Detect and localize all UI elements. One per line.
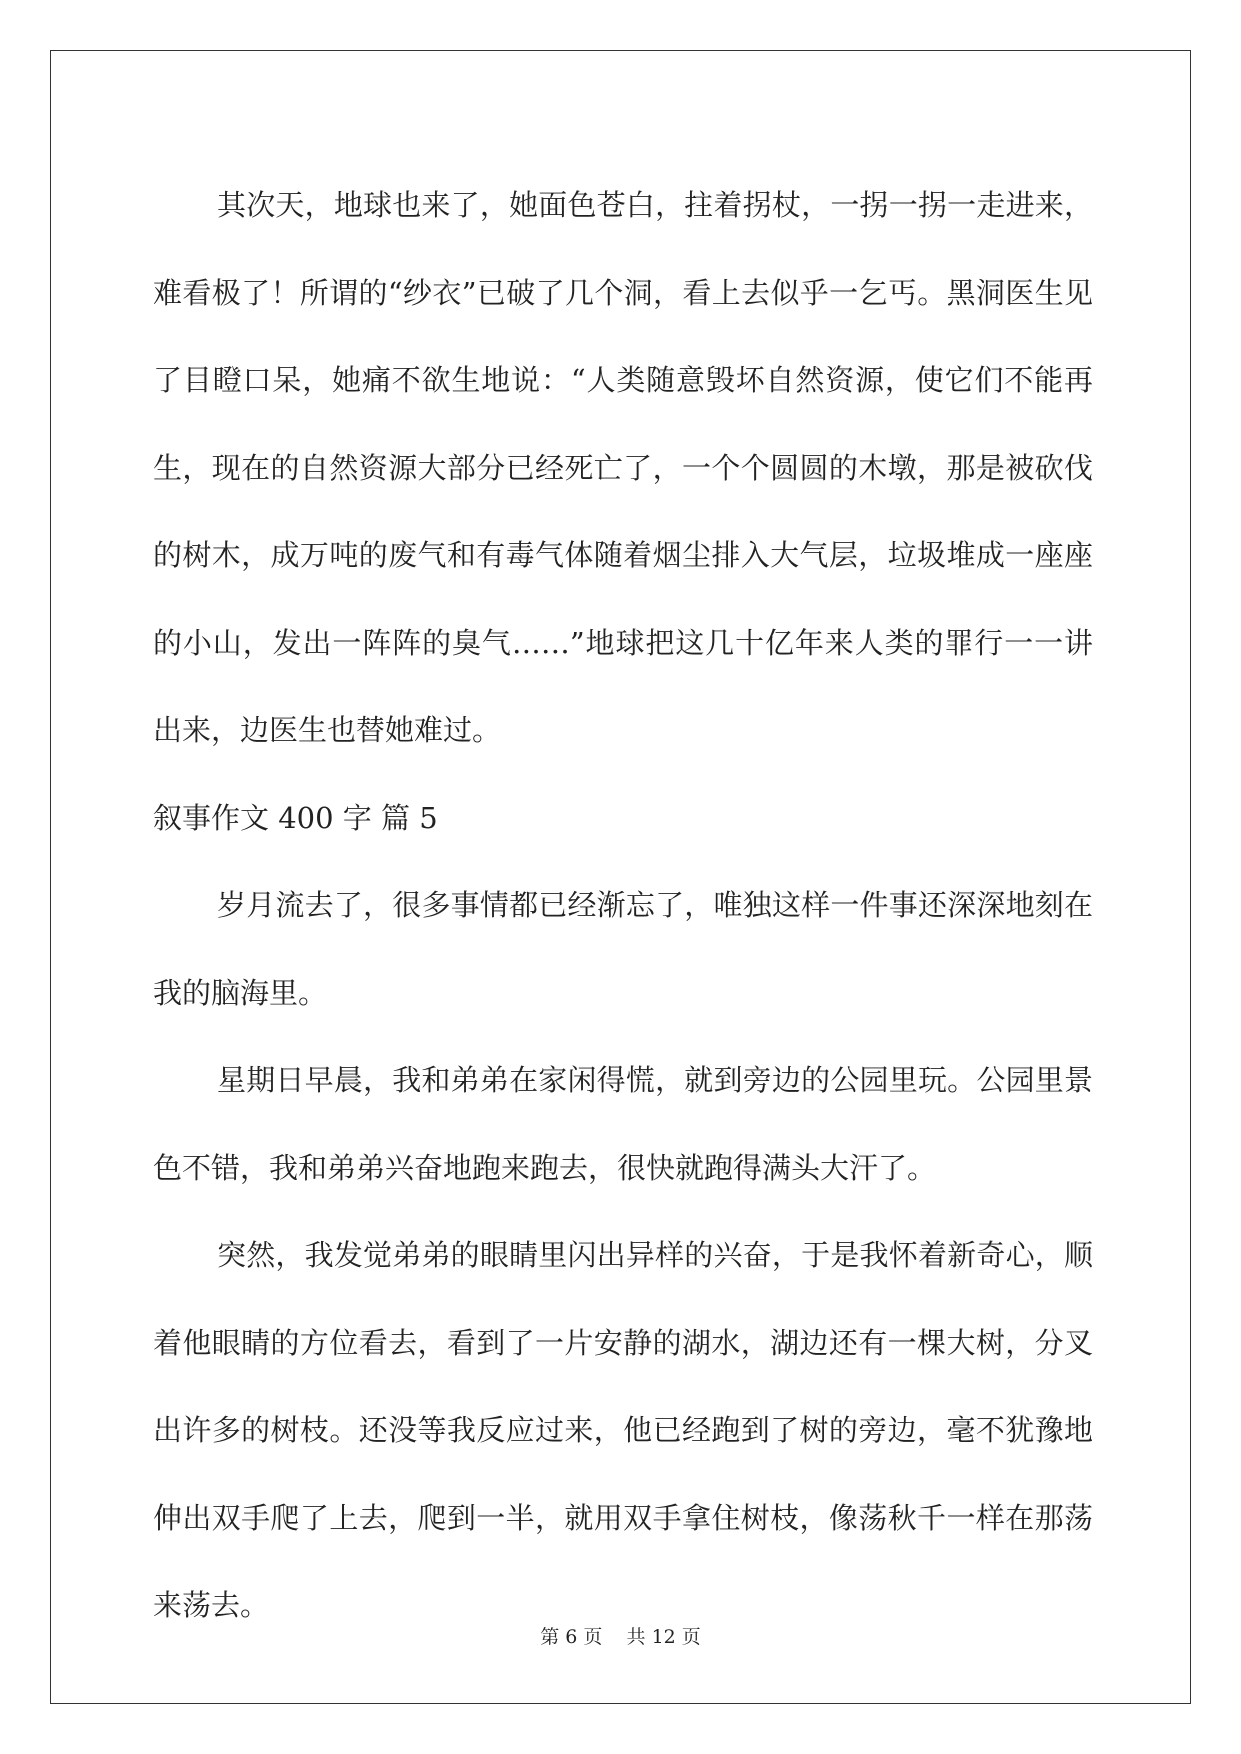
paragraph-sunday: 星期日早晨，我和弟弟在家闲得慌，就到旁边的公园里玩。公园里景色不错，我和弟弟兴奋地跑来跑去，很快就跑得满头大汗了。 — [153, 1063, 1093, 1185]
page-footer — [0, 1622, 1241, 1649]
page-total: 共 12 页 — [626, 1626, 701, 1648]
section-heading: 叙事作文 400 字 篇 5 — [153, 800, 438, 835]
paragraph-earth: 其次天，地球也来了，她面色苍白，拄着拐杖，一拐一拐一走进来，难看极了！所谓的“纱衣”已破了几个洞，看上去似乎一乞丐。黑洞医生见了目瞪口呆，她痛不欲生地说：“人类随意毁坏自然资源，使它们不能再生，现在的自然资源大部分已经死亡了，一个个圆圆的木墩，那是被砍伐的树木，成万吨的废气和有毒气体随着烟尘排入大气层，垃圾堆成一座座的小山，发出一阵阵的臭气……”地球把这几十亿年来人类的罪行一一讲出来，边医生也替她难过。 — [153, 188, 1093, 747]
paragraph-tree: 突然，我发觉弟弟的眼睛里闪出异样的兴奋，于是我怀着新奇心，顺着他眼睛的方位看去，看到了一片安静的湖水，湖边还有一棵大树，分叉出许多的树枝。还没等我反应过来，他已经跑到了树的旁边，毫不犹豫地伸出双手爬了上去，爬到一半，就用双手拿住树枝，像荡秋千一样在那荡来荡去。 — [153, 1238, 1093, 1622]
document-body — [153, 162, 1093, 1650]
page-number: 第 6 页 — [540, 1626, 603, 1648]
paragraph-intro: 岁月流去了，很多事情都已经渐忘了，唯独这样一件事还深深地刻在我的脑海里。 — [153, 888, 1093, 1010]
